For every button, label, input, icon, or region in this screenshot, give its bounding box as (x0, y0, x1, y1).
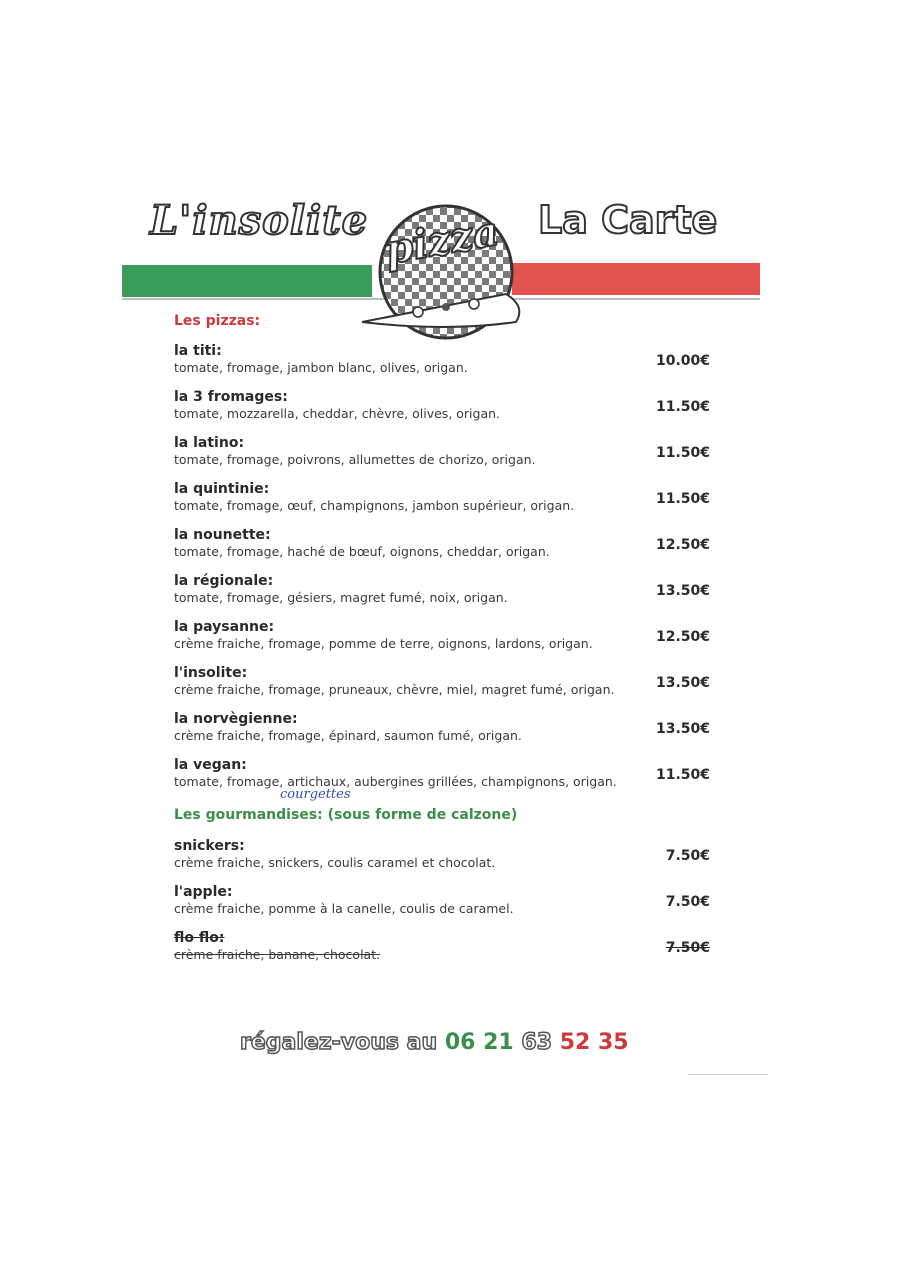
phone-part: 06 (444, 1030, 476, 1055)
item-name: snickers: (174, 838, 245, 854)
item-name: flo flo: (174, 930, 225, 946)
menu-item-flo-flo (174, 930, 714, 963)
item-price: 11.50€ (655, 491, 710, 507)
item-price: 10.00€ (655, 353, 710, 369)
pizzas-heading: Les pizzas: (174, 313, 261, 329)
item-name: la norvègienne: (174, 711, 298, 727)
menu-item-titi (174, 343, 714, 376)
item-price: 13.50€ (655, 721, 710, 737)
phone-part: 21 (483, 1030, 514, 1055)
phone-part: 63 (521, 1030, 553, 1055)
menu-item-snickers (174, 838, 714, 871)
item-desc: crème fraiche, banane, chocolat. (174, 947, 381, 962)
item-name: l'insolite: (174, 665, 248, 681)
footer-rule (688, 1074, 768, 1075)
gourmandises-note: (sous forme de calzone) (322, 807, 518, 823)
item-name: la 3 fromages: (174, 389, 288, 405)
menu-item-nounette (174, 527, 714, 560)
item-desc: crème fraiche, snickers, coulis caramel et chocolat. (174, 855, 496, 870)
item-price: 12.50€ (655, 629, 710, 645)
item-price: 13.50€ (655, 583, 710, 599)
pizza-logo-word: pizza (381, 207, 503, 274)
menu-item-vegan (174, 757, 714, 790)
gourmandises-label: Les gourmandises: (174, 807, 323, 823)
item-desc: tomate, fromage, gésiers, magret fumé, noix, origan. (174, 590, 508, 605)
menu-item-insolite (174, 665, 714, 698)
item-desc: crème fraiche, fromage, pruneaux, chèvre, miel, magret fumé, origan. (174, 682, 615, 697)
contact-text: régalez-vous au (240, 1030, 445, 1055)
menu-item-regionale (174, 573, 714, 606)
brand-name: L'insolite (150, 197, 369, 244)
menu-item-3-fromages (174, 389, 714, 422)
phone-part: 52 (559, 1030, 591, 1055)
item-name: la vegan: (174, 757, 247, 773)
contact-line (240, 1030, 629, 1055)
item-desc: crème fraiche, pomme à la canelle, coulis de caramel. (174, 901, 514, 916)
item-price: 11.50€ (655, 767, 710, 783)
item-desc: tomate, fromage, haché de bœuf, oignons, cheddar, origan. (174, 544, 550, 559)
item-desc: crème fraiche, fromage, épinard, saumon fumé, origan. (174, 728, 522, 743)
menu-item-paysanne (174, 619, 714, 652)
item-name: la paysanne: (174, 619, 275, 635)
item-name: la quintinie: (174, 481, 270, 497)
item-desc: tomate, fromage, œuf, champignons, jambon supérieur, origan. (174, 498, 575, 513)
menu-item-quintinie (174, 481, 714, 514)
item-price: 7.50€ (665, 940, 710, 956)
item-price: 13.50€ (655, 675, 710, 691)
item-price: 11.50€ (655, 399, 710, 415)
item-price: 11.50€ (655, 445, 710, 461)
item-desc: tomate, mozzarella, cheddar, chèvre, olives, origan. (174, 406, 501, 421)
item-name: la latino: (174, 435, 245, 451)
item-desc: tomate, fromage, jambon blanc, olives, origan. (174, 360, 468, 375)
item-desc: crème fraiche, fromage, pomme de terre, oignons, lardons, origan. (174, 636, 593, 651)
item-name: la titi: (174, 343, 222, 359)
menu-item-apple (174, 884, 714, 917)
item-name: la nounette: (174, 527, 271, 543)
menu-item-latino (174, 435, 714, 468)
item-price: 12.50€ (655, 537, 710, 553)
green-band (122, 265, 372, 297)
pizza-logo (356, 194, 532, 344)
red-band (512, 263, 760, 295)
gourmandises-heading (174, 807, 517, 823)
item-desc: tomate, fromage, poivrons, allumettes de chorizo, origan. (174, 452, 536, 467)
handwritten-correction: courgettes (280, 787, 351, 802)
item-name: l'apple: (174, 884, 233, 900)
menu-title: La Carte (538, 198, 718, 242)
menu-item-norvegienne (174, 711, 714, 744)
item-name: la régionale: (174, 573, 274, 589)
item-price: 7.50€ (665, 848, 710, 864)
phone-part: 35 (598, 1030, 629, 1055)
item-price: 7.50€ (665, 894, 710, 910)
item-desc: tomate, fromage, artichaux, aubergines grillées, champignons, origan. (174, 774, 617, 789)
